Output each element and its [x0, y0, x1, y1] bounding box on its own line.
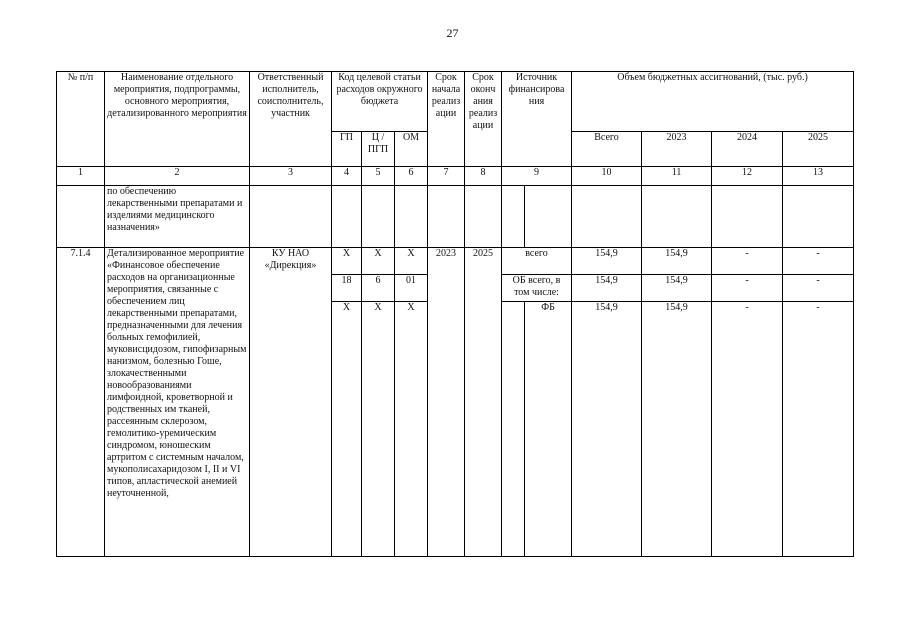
col-number: 10 — [572, 167, 642, 186]
header-code: Код целевой статьи расходов окружного бюджета — [332, 72, 428, 132]
header-2023: 2023 — [642, 132, 712, 167]
col-number: 2 — [105, 167, 250, 186]
item-start: 2023 — [428, 248, 465, 557]
source-label: всего — [502, 248, 572, 275]
value-2024: - — [712, 248, 783, 275]
header-start: Срок начала реализ ации — [428, 72, 465, 167]
header-2025: 2025 — [783, 132, 854, 167]
col-number: 5 — [362, 167, 395, 186]
header-row-1 — [57, 72, 854, 132]
source-label: ОБ всего, в том числе: — [502, 275, 572, 302]
code-gp: 18 — [332, 275, 362, 302]
item-name: Детализированное мероприятие «Финансовое обеспечение расходов на организационные мероприятия, связанные с обеспечением лиц лекарственными препаратами, предназначенными для лечения больных гемофилией, муковисцидозом, гипофизарным нанизмом, болезнью Гоше, злокачественными новообразованиями лимфоидной, кроветворной и родственных им тканей, рассеянным склерозом, гемолитико-уремическим синдромом, юношеским артритом с системным началом, мукополисахаридозом I, II и VI типов, апластической анемией неуточненной, — [105, 248, 250, 557]
col-number: 12 — [712, 167, 783, 186]
code-om: X — [395, 302, 428, 557]
value-2025: - — [783, 275, 854, 302]
header-code-om: ОМ — [395, 132, 428, 167]
total-value: 154,9 — [572, 275, 642, 302]
value-2023: 154,9 — [642, 275, 712, 302]
col-number: 6 — [395, 167, 428, 186]
item-end: 2025 — [465, 248, 502, 557]
source-label: ФБ — [525, 302, 572, 557]
page-number: 27 — [446, 26, 459, 40]
continuation-row — [57, 186, 854, 248]
header-volume: Объем бюджетных ассигнований, (тыс. руб.) — [572, 72, 854, 132]
value-2024: - — [712, 275, 783, 302]
total-value: 154,9 — [572, 248, 642, 275]
col-number: 9 — [502, 167, 572, 186]
column-number-row — [57, 167, 854, 186]
value-2025: - — [783, 302, 854, 557]
value-2023: 154,9 — [642, 248, 712, 275]
code-cpgp: X — [362, 302, 395, 557]
code-cpgp: X — [362, 248, 395, 275]
header-end: Срок оконч ания реализ ации — [465, 72, 502, 167]
header-num: № п/п — [57, 72, 105, 167]
table-row — [57, 248, 854, 275]
header-total: Всего — [572, 132, 642, 167]
value-2024: - — [712, 302, 783, 557]
code-om: 01 — [395, 275, 428, 302]
col-number: 1 — [57, 167, 105, 186]
header-2024: 2024 — [712, 132, 783, 167]
col-number: 7 — [428, 167, 465, 186]
value-2023: 154,9 — [642, 302, 712, 557]
continuation-text: по обеспечению лекарственными препаратами и изделиями медицинского назначения» — [105, 186, 250, 248]
header-code-gp: ГП — [332, 132, 362, 167]
total-value: 154,9 — [572, 302, 642, 557]
code-om: X — [395, 248, 428, 275]
header-responsible: Ответственный исполнитель, соисполнитель, участник — [250, 72, 332, 167]
item-responsible: КУ НАО «Дирекция» — [250, 248, 332, 557]
code-cpgp: 6 — [362, 275, 395, 302]
col-number: 4 — [332, 167, 362, 186]
col-number: 8 — [465, 167, 502, 186]
col-number: 11 — [642, 167, 712, 186]
code-gp: X — [332, 302, 362, 557]
code-gp: X — [332, 248, 362, 275]
header-code-cpgp: Ц / ПГП — [362, 132, 395, 167]
value-2025: - — [783, 248, 854, 275]
col-number: 13 — [783, 167, 854, 186]
budget-table — [56, 71, 854, 557]
col-number: 3 — [250, 167, 332, 186]
header-source: Источник финансирова ния — [502, 72, 572, 167]
header-name: Наименование отдельного мероприятия, подпрограммы, основного мероприятия, детализированного мероприятия — [105, 72, 250, 167]
item-number: 7.1.4 — [57, 248, 105, 557]
